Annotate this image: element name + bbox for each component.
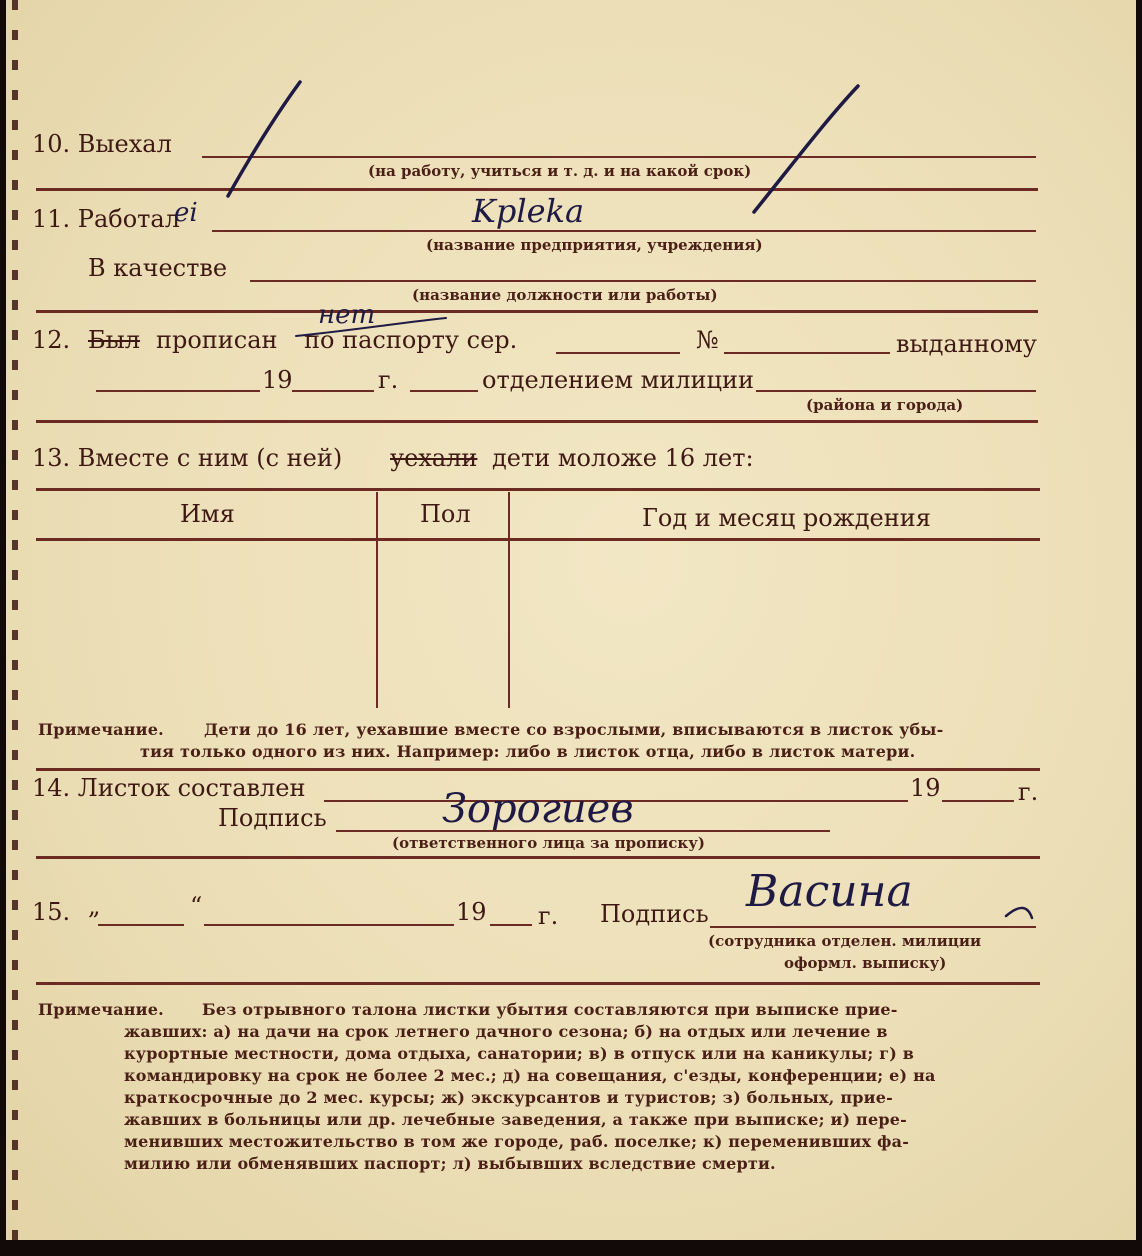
note2-title: Примечание. (38, 1000, 164, 1019)
item12-passport-label: по паспорту сер. (304, 326, 518, 354)
item11-handwritten-value: Kpleka (472, 192, 585, 230)
item14-signature: Зорогиев (442, 786, 634, 832)
item15-caption1: (сотрудника отделен. милиции (708, 932, 982, 950)
item14-year-suffix: г. (1018, 778, 1039, 806)
item10-caption: (на работу, учиться и т. д. и на какой срок) (368, 162, 752, 180)
item11-caption: (название предприятия, учреждения) (426, 236, 763, 254)
item13-label-start: 13. Вместе с ним (с ней) (32, 444, 343, 472)
underline-stroke-12 (296, 318, 446, 336)
item15-label: 15. (32, 898, 71, 926)
item12-handwritten-above: нет (318, 300, 376, 330)
item12-issued-label: выданному (896, 330, 1037, 358)
note2-line8: милию или обменявших паспорт; л) выбывших вследствие смерти. (124, 1154, 776, 1173)
item15-quote-open: „ (88, 892, 101, 920)
dash-stroke-1 (228, 82, 300, 196)
item13-struck: уехали (390, 444, 478, 472)
document-sheet (6, 0, 1136, 1240)
dash-stroke-2 (754, 86, 858, 212)
item11-handwritten-suffix: ei (174, 198, 198, 228)
item11-position-label: В качестве (88, 254, 228, 282)
item15-year-suffix: г. (538, 902, 559, 930)
table-header-name: Имя (180, 500, 235, 528)
item15-quote-close: “ (190, 892, 203, 920)
item11-label: 11. Работал (32, 205, 180, 233)
item12-prefix-struck: Был (88, 326, 140, 354)
item11-position-caption: (название должности или работы) (412, 286, 718, 304)
item12-number-label: № (696, 326, 719, 354)
note2-line5: краткосрочные до 2 мес. курсы; ж) экскурсантов и туристов; з) больных, прие- (124, 1088, 893, 1107)
item15-year-label: 19 (456, 898, 487, 926)
item14-signature-label: Подпись (218, 804, 327, 832)
note1-line1: Дети до 16 лет, уехавшие вместе со взрослыми, вписываются в листок убы- (204, 720, 944, 739)
note2-line3: курортные местности, дома отдыха, санатории; в) в отпуск или на каникулы; г) в (124, 1044, 915, 1063)
item14-label: 14. Листок составлен (32, 774, 306, 802)
item12-dept-label: отделением милиции (482, 366, 754, 394)
item13-label-end: дети моложе 16 лет: (492, 444, 754, 472)
note2-line4: командировку на срок не более 2 мес.; д) на совещания, с'езды, конференции; е) на (124, 1066, 936, 1085)
item10-label: 10. Выехал (32, 130, 172, 158)
note2-line1: Без отрывного талона листки убытия составляются при выписке прие- (202, 1000, 898, 1019)
signature-tail-15 (1006, 908, 1032, 918)
note2-line7: менивших местожительство в том же городе, раб. поселке; к) переменивших фа- (124, 1132, 910, 1151)
note1-line2: тия только одного из них. Например: либо в листок отца, либо в листок матери. (140, 742, 916, 761)
handwritten-strokes (6, 0, 1136, 1240)
item12-year-label: 19 (262, 366, 293, 394)
item12-caption: (района и города) (806, 396, 964, 414)
item15-signature-label: Подпись (600, 900, 709, 928)
item12-label: прописан (156, 326, 278, 354)
item14-caption: (ответственного лица за прописку) (392, 834, 705, 852)
item12-year-suffix: г. (378, 366, 399, 394)
note1-title: Примечание. (38, 720, 164, 739)
table-header-birth: Год и месяц рождения (642, 504, 931, 532)
item15-caption2: оформл. выписку) (784, 954, 947, 972)
item15-signature: Васина (746, 866, 913, 917)
note2-line6: жавших в больницы или др. лечебные заведения, а также при выписке; и) пере- (124, 1110, 907, 1129)
item12-number: 12. (32, 326, 71, 354)
note2-line2: жавших: а) на дачи на срок летнего дачного сезона; б) на отдых или лечение в (124, 1022, 888, 1041)
item14-year-label: 19 (910, 774, 941, 802)
table-header-sex: Пол (420, 500, 471, 528)
